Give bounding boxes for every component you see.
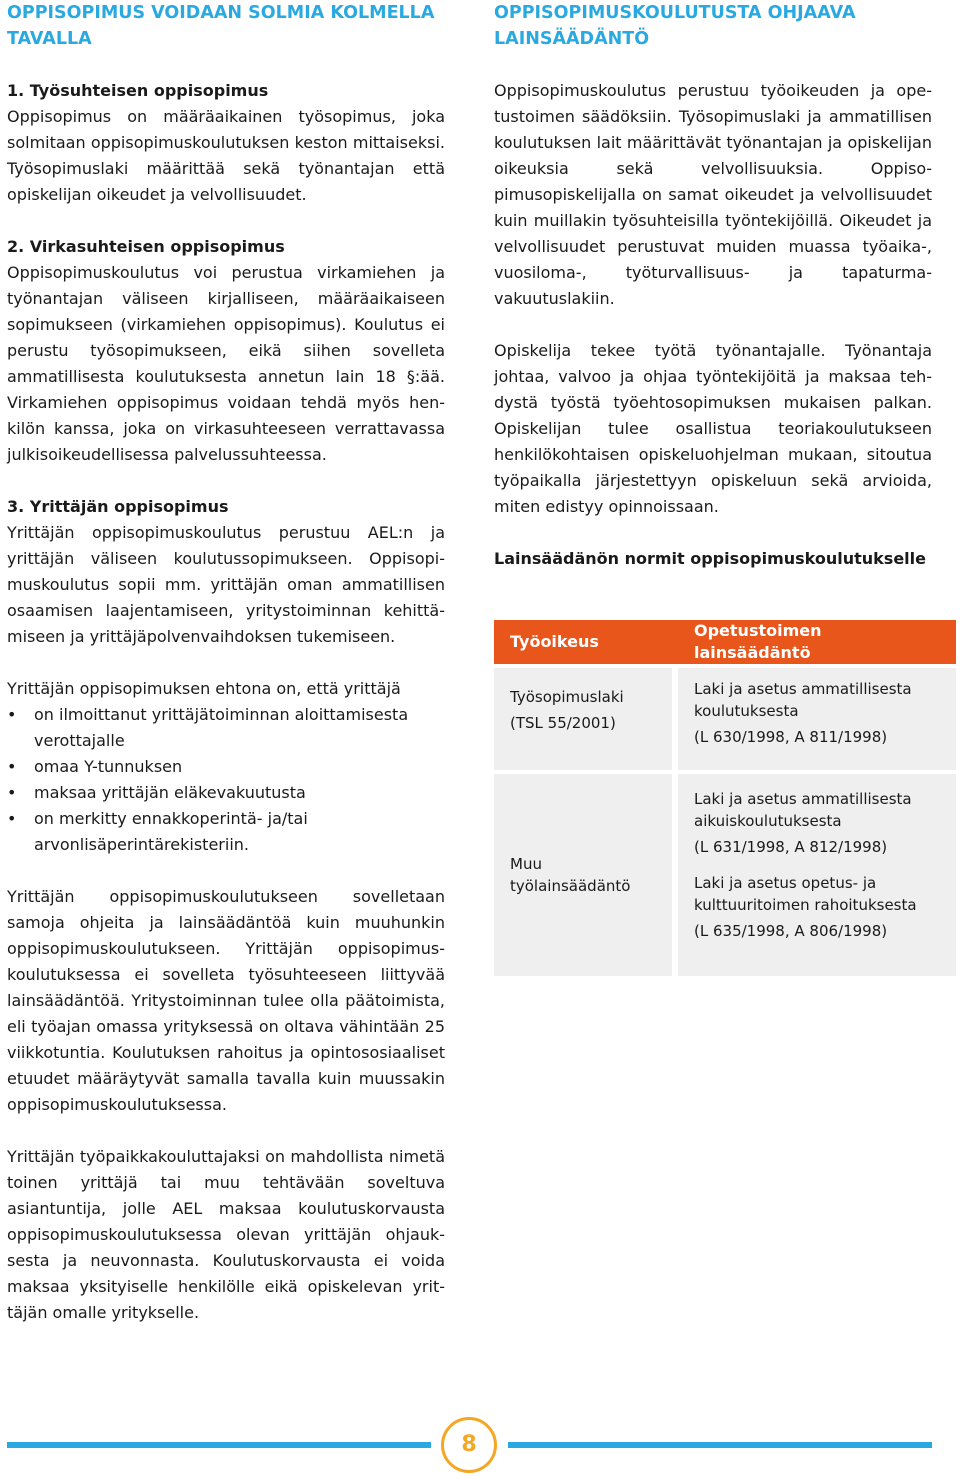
- table-row: [494, 770, 956, 976]
- footer-line-right: [508, 1442, 932, 1448]
- law-name: Muu työlainsäädäntö: [510, 855, 631, 895]
- table-cell: [494, 664, 678, 770]
- law-code: (L 635/1998, A 806/1998): [694, 922, 888, 940]
- column-header-labour-law: Työoikeus: [494, 620, 678, 664]
- law-name: Laki ja asetus ammatillisesta koulutuksesta: [694, 680, 912, 720]
- section-2-text: Oppisopimuskoulutus voi perustua virkamiehen ja työnantajan väliseen kirjalliseen, määräaikaiseen sopimukseen (virkamiehen oppisopimus). Koulutus ei perustu työsopimukseen, eikä siihen sovelleta ammatillisesta koulutuksesta annetun lain 18 §:ää. Virkamiehen oppisopimus voidaan tehdä myös henkilön kanssa, joka on virkasuhteeseen verrattavassa julkisoikeudellisessa palvelussuhteessa.: [7, 263, 445, 464]
- footer-line-left: [7, 1442, 431, 1448]
- page-footer: [0, 1414, 960, 1476]
- list-item: • on merkitty ennakkoperintä- ja/tai arvonlisäperintärekisteriin.: [7, 806, 445, 858]
- column-header-education-law: Opetustoimen lainsäädäntö: [678, 620, 956, 664]
- law-name: Laki ja asetus ammatillisesta aikuiskoulutuksesta: [694, 790, 912, 830]
- conditions-list: [7, 702, 445, 858]
- norms-heading: Lainsäädänön normit oppisopimuskoulutukselle: [494, 549, 926, 568]
- right-column: [494, 0, 932, 572]
- law-code: (L 631/1998, A 812/1998): [694, 838, 888, 856]
- left-column: [7, 0, 445, 1326]
- conditions-intro: Yrittäjän oppisopimuksen ehtona on, että yrittäjä: [7, 679, 401, 698]
- table-cell: [678, 664, 956, 770]
- table-cell: [678, 770, 956, 976]
- section-1-text: Oppisopimus on määräaikainen työsopimus, joka solmitaan oppisopimuskoulutuksen keston mittaiseksi. Työsopimuslaki määrittää sekä työnantajan että opiskelijan oikeudet ja velvollisuudet.: [7, 107, 445, 204]
- section-3-text: Yrittäjän oppisopimuskoulutus perustuu AEL:n ja yrittäjän väliseen koulutussopimukseen. Oppisopimuskoulutus sopii mm. yrittäjän oman ammatillisen osaamisen laajentamiseen, yritystoiminnan kehittämiseen ja yrittäjäpolvenvaihdoksen tukemiseen.: [7, 523, 445, 646]
- law-name: Työsopimuslaki: [510, 688, 624, 706]
- right-heading: OPPISOPIMUSKOULUTUSTA OHJAAVA LAINSÄÄDÄNTÖ: [494, 3, 856, 49]
- trainer-paragraph: Yrittäjän työpaikkakouluttajaksi on mahdollista nimetä toinen yrittäjä tai muu tehtävään soveltuva asiantuntija, jolle AEL maksaa koulutuskorvausta oppisopimuskoulutuksessa olevan yrittäjän ohjauksesta ja neuvonnasta. Koulutuskorvausta ei voida maksaa yksityiselle henkilölle eikä opiskelevan yrittäjän omalle yritykselle.: [7, 1147, 445, 1322]
- list-item: • maksaa yrittäjän eläkevakuutusta: [7, 780, 445, 806]
- table-cell: [494, 770, 678, 976]
- student-work-paragraph: Opiskelija tekee työtä työnantajalle. Työnantaja johtaa, valvoo ja ohjaa työntekijöitä ja maksaa tehdystä työstä työehtosopimuksen mukaisen palkan. Opiskelijan tulee osallistua teoriakoulutukseen henkilökohtaisen opiskeluohjelman mukaan, sitoutua työpaikalla järjestettyyn opiskeluun sekä arvioida, miten edistyy opinnoissaan.: [494, 341, 932, 516]
- left-heading: OPPISOPIMUS VOIDAAN SOLMIA KOLMELLA TAVALLA: [7, 3, 435, 49]
- section-1-title: 1. Työsuhteisen oppisopimus: [7, 81, 269, 100]
- law-basis-paragraph: Oppisopimuskoulutus perustuu työoikeuden ja opetustoimen säädöksiin. Työsopimuslaki ja ammatillisen koulutuksen lait määrittävät työnantajan ja opiskelijan oikeuksia sekä velvollisuuksia. Oppisopimusopiskelijalla on samat oikeudet ja velvollisuudet kuin muillakin työsuhteisilla työntekijöillä. Oikeudet ja velvollisuudet perustuvat muiden muassa työaika-, vuosiloma-, työturvallisuus- ja tapaturmavakuutuslakiin.: [494, 81, 932, 308]
- section-3-title: 3. Yrittäjän oppisopimus: [7, 497, 229, 516]
- list-item: • on ilmoittanut yrittäjätoiminnan aloittamisesta verottajalle: [7, 702, 445, 754]
- law-code: (L 630/1998, A 811/1998): [694, 728, 888, 746]
- list-item: • omaa Y-tunnuksen: [7, 754, 445, 780]
- law-code: (TSL 55/2001): [510, 714, 616, 732]
- law-name: Laki ja asetus opetus- ja kulttuuritoimen rahoituksesta: [694, 874, 917, 914]
- section-2-title: 2. Virkasuhteisen oppisopimus: [7, 237, 285, 256]
- apply-paragraph: Yrittäjän oppisopimuskoulutukseen sovelletaan samoja ohjeita ja lainsäädäntöä kuin muuhunkin oppisopimuskoulutukseen. Yrittäjän oppisopimuskoulutuksessa ei sovelleta työsuhteeseen liittyvää lainsäädäntöä. Yritystoiminnan tulee olla päätoimista, eli työajan omassa yrityksessä on oltava vähintään 25 viikkotuntia. Koulutuksen rahoitus ja opintososiaaliset etuudet määräytyvät samalla tavalla kuin muussakin oppisopimuskoulutuksessa.: [7, 887, 445, 1114]
- page-number: 8: [441, 1417, 497, 1473]
- legislation-table: [494, 620, 956, 976]
- table-row: [494, 664, 956, 770]
